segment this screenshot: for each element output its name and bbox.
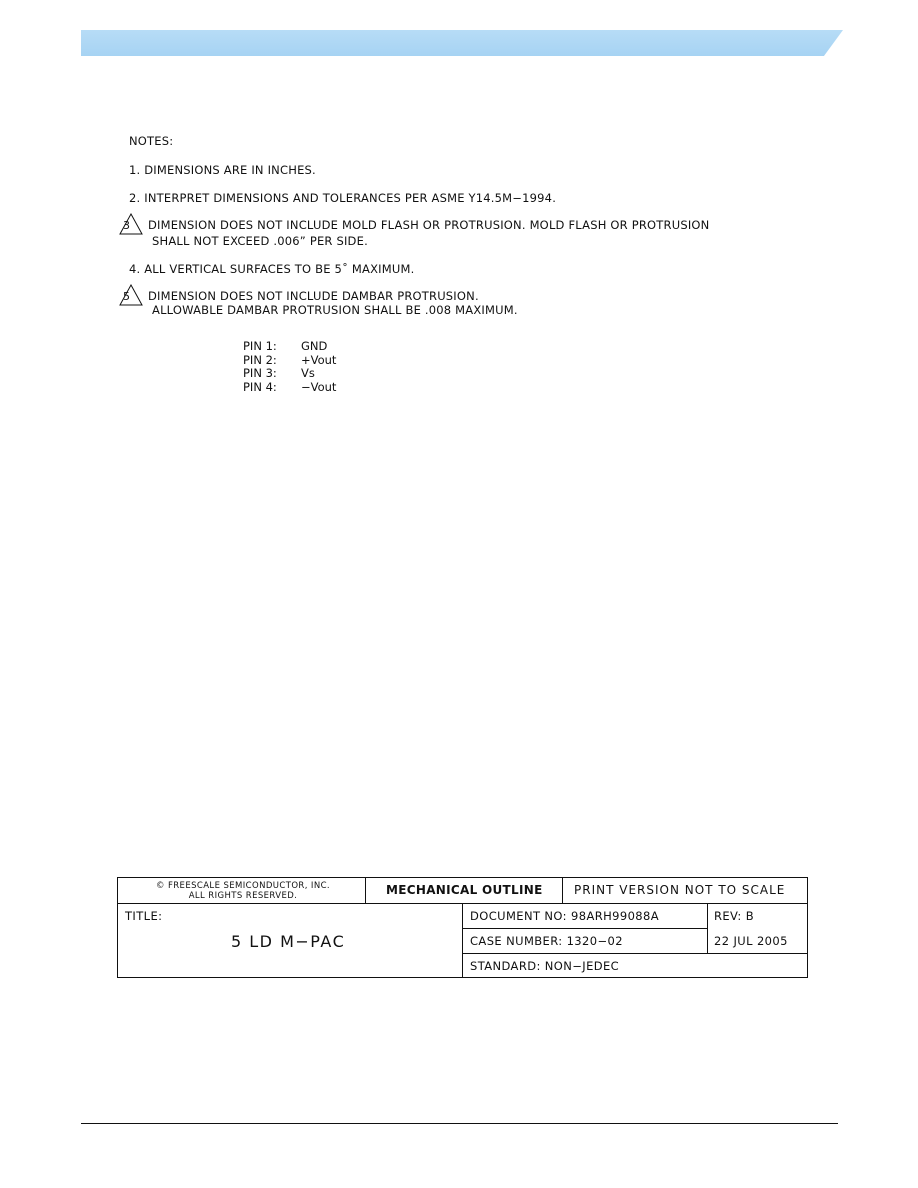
divider	[562, 878, 563, 903]
mechanical-outline-label: MECHANICAL OUTLINE	[386, 883, 543, 897]
note-1: 1. DIMENSIONS ARE IN INCHES.	[129, 163, 316, 177]
footer-rule	[81, 1123, 838, 1124]
pin-row	[243, 367, 336, 381]
divider	[462, 903, 463, 977]
pin-label: PIN 4:	[243, 379, 277, 394]
note-4: 4. ALL VERTICAL SURFACES TO BE 5˚ MAXIMUM.	[129, 262, 415, 276]
header-band	[81, 30, 843, 56]
note-2: 2. INTERPRET DIMENSIONS AND TOLERANCES PER ASME Y14.5M−1994.	[129, 191, 557, 205]
divider	[707, 903, 708, 953]
note-5-marker: 5	[123, 290, 131, 303]
date: 22 JUL 2005	[714, 934, 788, 948]
divider	[462, 928, 707, 929]
note-5-line-2: ALLOWABLE DAMBAR PROTRUSION SHALL BE .008 MAXIMUM.	[152, 303, 518, 317]
notes-heading: NOTES:	[129, 134, 174, 148]
divider	[365, 878, 366, 903]
divider	[462, 953, 807, 954]
pin-value: −Vout	[301, 379, 337, 394]
pin-value: Vs	[301, 366, 315, 380]
title-label: TITLE:	[125, 909, 163, 923]
title-block	[117, 877, 808, 978]
pin-label: PIN 1:	[243, 339, 277, 353]
copyright	[128, 881, 358, 901]
pin-value: +Vout	[301, 352, 337, 367]
pin-value: GND	[301, 339, 328, 353]
note-3-line-1: DIMENSION DOES NOT INCLUDE MOLD FLASH OR PROTRUSION. MOLD FLASH OR PROTRUSION	[148, 218, 710, 232]
pin-list	[243, 340, 336, 394]
pin-row	[243, 381, 336, 395]
copyright-line-1: © FREESCALE SEMICONDUCTOR, INC.	[155, 881, 331, 891]
pin-label: PIN 3:	[243, 366, 277, 380]
pin-row	[243, 340, 336, 354]
note-5-line-1: DIMENSION DOES NOT INCLUDE DAMBAR PROTRUSION.	[148, 289, 479, 303]
pin-label: PIN 2:	[243, 352, 277, 367]
print-version-label: PRINT VERSION NOT TO SCALE	[574, 883, 786, 897]
case-number: CASE NUMBER: 1320−02	[470, 934, 623, 948]
note-3-line-2: SHALL NOT EXCEED .006” PER SIDE.	[152, 234, 368, 248]
revision: REV: B	[714, 909, 755, 923]
title-value: 5 LD M−PAC	[231, 932, 346, 951]
document-number: DOCUMENT NO: 98ARH99088A	[470, 909, 659, 923]
standard: STANDARD: NON−JEDEC	[470, 959, 620, 973]
note-3-marker: 3	[123, 219, 131, 232]
copyright-line-2: ALL RIGHTS RESERVED.	[188, 891, 298, 901]
pin-row	[243, 354, 336, 368]
